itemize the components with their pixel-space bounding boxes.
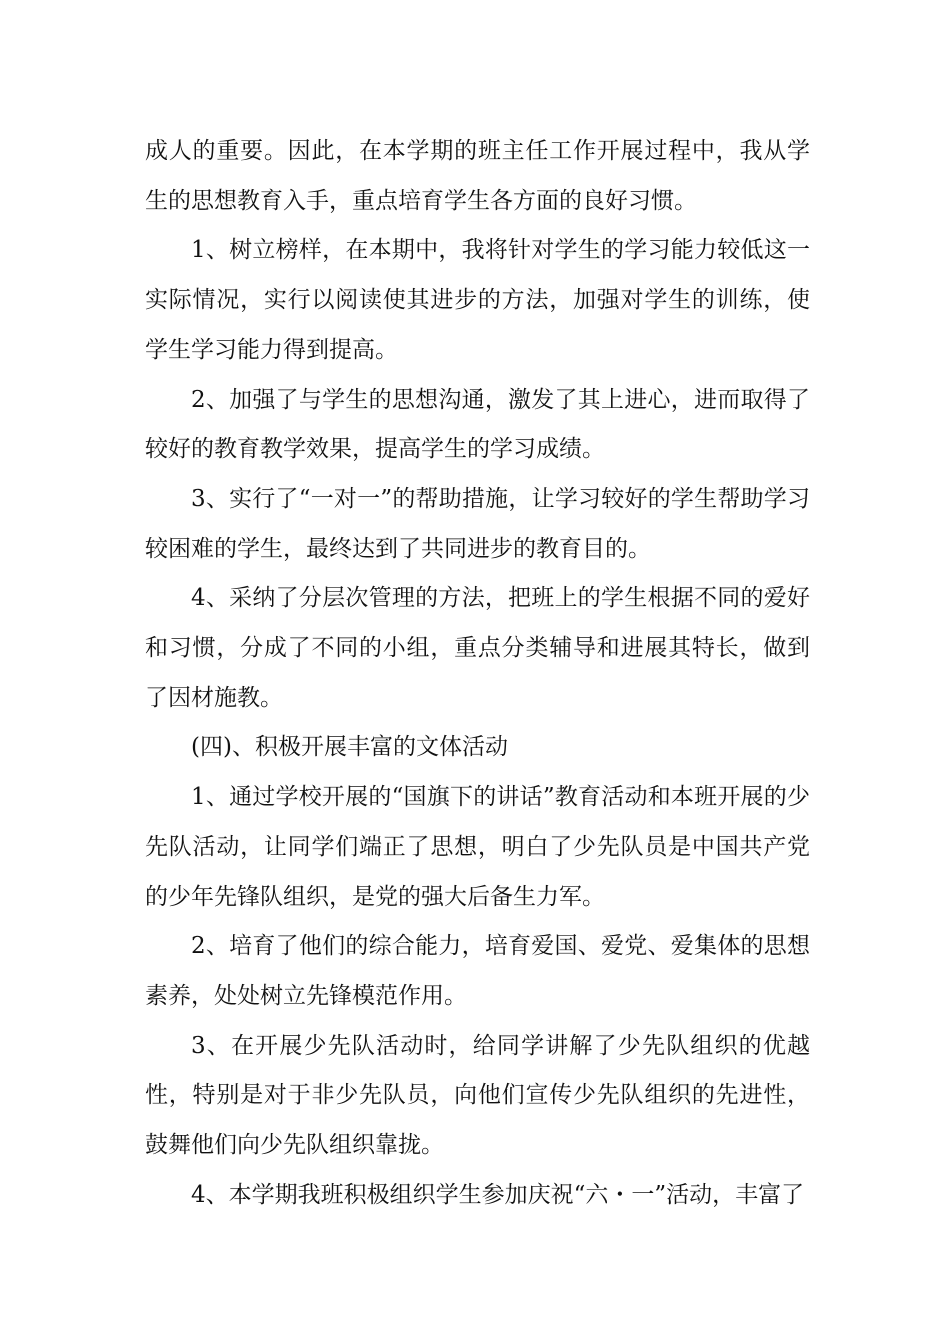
paragraph-item-2-communication: 2、加强了与学生的思想沟通，激发了其上进心，进而取得了较好的教育教学效果，提高学生的学习成绩。 [145, 386, 810, 463]
paragraph-activity-4-childrens-day: 4、本学期我班积极组织学生参加庆祝“六・一”活动，丰富了 [191, 1181, 805, 1208]
document-body [145, 127, 810, 1220]
paragraph-activity-1-flag-speech: 1、通过学校开展的“国旗下的讲话”教育活动和本班开展的少先队活动，让同学们端正了思想，明白了少先队员是中国共产党的少年先锋队组织，是党的强大后备生力军。 [145, 784, 810, 910]
section-heading-activities: (四)、积极开展丰富的文体活动 [191, 734, 508, 761]
paragraph-activity-3-young-pioneers: 3、在开展少先队活动时，给同学讲解了少先队组织的优越性，特别是对于非少先队员，向他们宣传少先队组织的先进性，鼓舞他们向少先队组织靠拢。 [145, 1032, 810, 1159]
paragraph-item-1-role-model: 1、树立榜样，在本期中，我将针对学生的学习能力较低这一实际情况，实行以阅读使其进步的方法，加强对学生的训练，使学生学习能力得到提高。 [145, 237, 810, 363]
paragraph-activity-2-abilities: 2、培育了他们的综合能力，培育爱国、爱党、爱集体的思想素养，处处树立先锋模范作用。 [145, 933, 810, 1009]
paragraph-item-4-tiered-management: 4、采纳了分层次管理的方法，把班上的学生根据不同的爱好和习惯，分成了不同的小组，重点分类辅导和进展其特长，做到了因材施教。 [145, 585, 810, 711]
paragraph-item-3-one-to-one: 3、实行了“一对一”的帮助措施，让学习较好的学生帮助学习较困难的学生，最终达到了共同进步的教育目的。 [145, 485, 810, 562]
paragraph-intro-continuation: 成人的重要。因此，在本学期的班主任工作开展过程中，我从学生的思想教育入手，重点培育学生各方面的良好习惯。 [145, 138, 810, 214]
